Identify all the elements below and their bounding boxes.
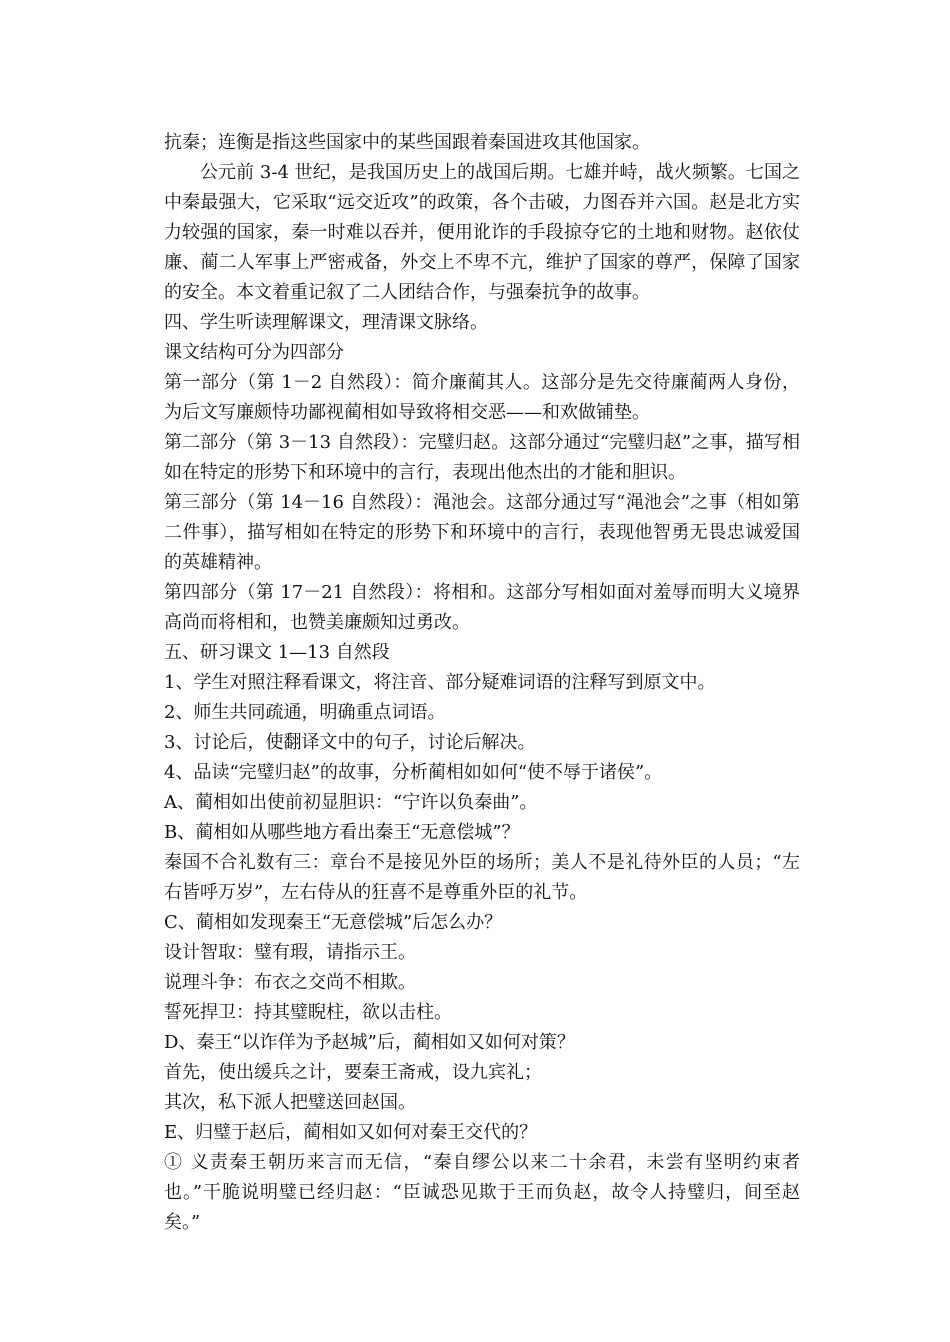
paragraph-1: 公元前 3-4 世纪，是我国历史上的战国后期。七雄并峙，战火频繁。七国之中秦最强大，它采取“远交近攻”的政策，各个击破，力图吞并六国。赵是北方实力较强的国家，秦一时难以吞并，便用讹诈的手段掠夺它的土地和财物。赵依仗廉、蔺二人军事上严密戒备，外交上不卑不亢，维护了国家的尊严，保障了国家的安全。本文着重记叙了二人团结合作，与强秦抗争的故事。 xyxy=(164,162,800,303)
part-four: 第四部分（第 17－21 自然段）：将相和。这部分写相如面对羞辱而明大义境界高尚而将相和，也赞美廉颇知过勇改。 xyxy=(164,582,800,633)
part-two: 第二部分（第 3－13 自然段）：完璧归赵。这部分通过“完璧归赵”之事，描写相如在特定的形势下和环境中的言行，表现出他杰出的才能和胆识。 xyxy=(164,432,800,483)
point-b-answer: 秦国不合礼数有三：章台不是接见外臣的场所；美人不是礼待外臣的人员；“左右皆呼万岁”，左右侍从的狂喜不是尊重外臣的礼节。 xyxy=(164,852,800,903)
point-a: A、蔺相如出使前初显胆识：“宁许以负秦曲”。 xyxy=(164,792,538,813)
step-1: 1、学生对照注释看课文，将注音、部分疑难词语的注释写到原文中。 xyxy=(164,672,716,693)
point-e-item-1: ① 义责秦王朝历来言而无信，“秦自缪公以来二十余君，未尝有坚明约束者也。”干脆说明璧已经归赵：“臣诚恐见欺于王而负赵，故令人持璧归，间至赵矣。” xyxy=(164,1152,800,1233)
document-body xyxy=(164,128,800,1238)
point-d: D、秦王“以诈佯为予赵城”后，蔺相如又如何对策？ xyxy=(164,1032,575,1053)
point-e: E、归璧于赵后，蔺相如又如何对秦王交代的？ xyxy=(164,1122,538,1143)
point-c-item-2: 说理斗争：布衣之交尚不相欺。 xyxy=(164,972,416,993)
step-2: 2、师生共同疏通，明确重点词语。 xyxy=(164,702,446,723)
section-heading-4: 四、学生听读理解课文，理清课文脉络。 xyxy=(164,312,488,333)
point-c: C、蔺相如发现秦王“无意偿城”后怎么办？ xyxy=(164,912,503,933)
paragraph-0: 抗秦；连衡是指这些国家中的某些国跟着秦国进攻其他国家。 xyxy=(164,132,650,153)
point-d-item-1: 首先，使出缓兵之计，要秦王斋戒，设九宾礼； xyxy=(164,1062,542,1083)
part-three: 第三部分（第 14－16 自然段）：渑池会。这部分通过写“渑池会”之事（相如第二件事），描写相如在特定的形势下和环境中的言行，表现他智勇无畏忠诚爱国的英雄精神。 xyxy=(164,492,800,573)
point-d-item-2: 其次，私下派人把璧送回赵国。 xyxy=(164,1092,416,1113)
point-c-item-1: 设计智取：璧有瑕，请指示王。 xyxy=(164,942,416,963)
part-one: 第一部分（第 1－2 自然段）：简介廉蔺其人。这部分是先交待廉蔺两人身份，为后文写廉颇恃功鄙视蔺相如导致将相交恶——和欢做铺垫。 xyxy=(164,372,800,423)
point-c-item-3: 誓死捍卫：持其璧睨柱，欲以击柱。 xyxy=(164,1002,452,1023)
section-heading-5: 五、研习课文 1—13 自然段 xyxy=(164,642,390,663)
paragraph-3: 课文结构可分为四部分 xyxy=(164,342,344,363)
step-4: 4、品读“完璧归赵”的故事，分析蔺相如如何“使不辱于诸侯”。 xyxy=(164,762,663,783)
step-3: 3、讨论后，使翻译文中的句子，讨论后解决。 xyxy=(164,732,536,753)
point-b: B、蔺相如从哪些地方看出秦王“无意偿城”？ xyxy=(164,822,520,843)
